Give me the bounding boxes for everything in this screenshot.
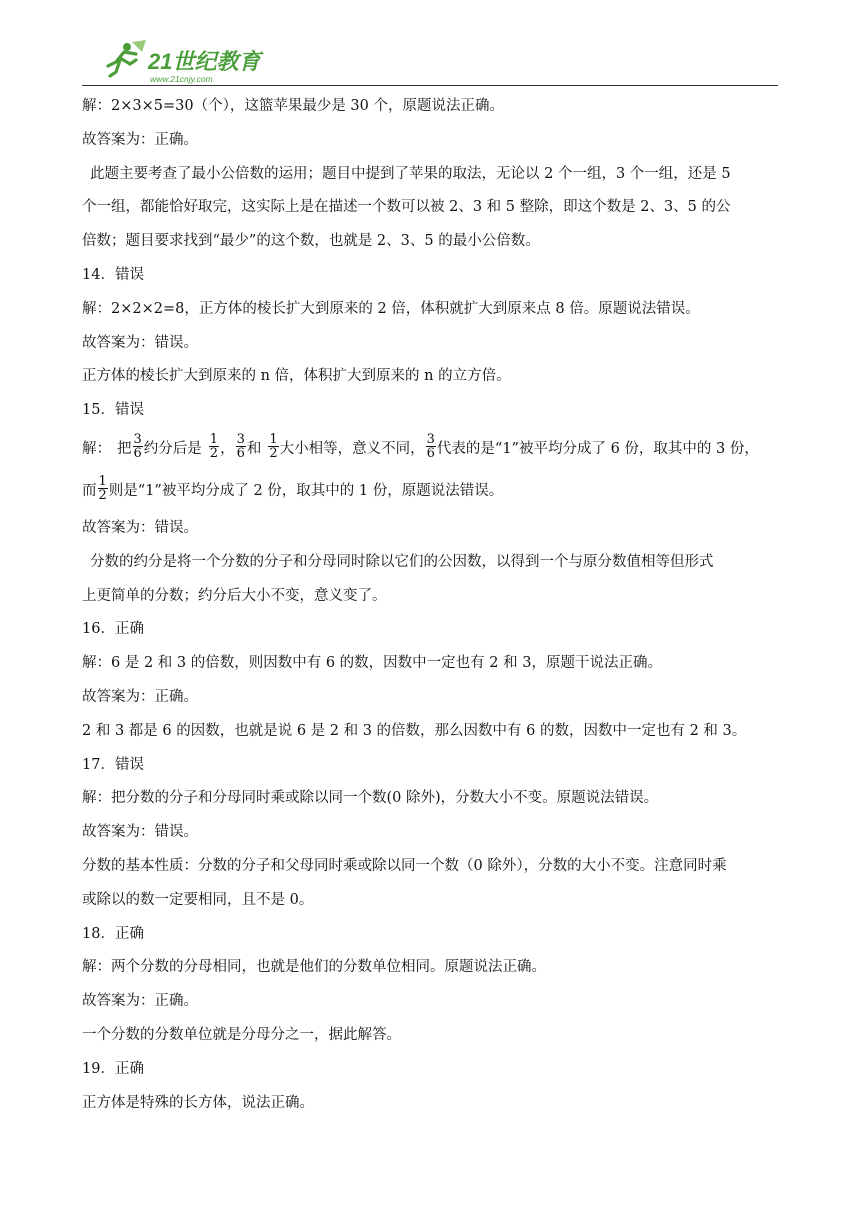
solution-line-fractions: 解： 把 $\frac{3}{6}$ 约分后是 $\frac{1}{2}$ ， $\frac{3}{6}$ 和 $\frac{1}{2}$ 大小相等，意义不同， $\frac{3}{6}$ 代表的是“1”被平均分成了 6 份，取其中的 3 份， — [82, 432, 759, 462]
question-heading-18: 18．正确 — [82, 925, 144, 942]
page-header — [82, 38, 778, 88]
question-heading-16: 16．正确 — [82, 621, 144, 638]
answer-line: 故答案为：正确。 — [82, 131, 198, 148]
analysis-line: 正方体的棱长扩大到原来的 n 倍，体积扩大到原来的 n 的立方倍。 — [82, 368, 511, 385]
answer-content — [82, 90, 778, 1120]
solution-line-fractions: 而 $\frac{1}{2}$ 则是“1”被平均分成了 2 份，取其中的 1 份，原题说法错误。 — [82, 474, 504, 504]
analysis-line: 个一组，都能恰好取完，这实际上是在描述一个数可以被 2、3 和 5 整除，即这个数是 2、3、5 的公 — [82, 199, 731, 216]
fraction: $\frac{3}{6}$ — [133, 432, 142, 462]
fraction: $\frac{3}{6}$ — [426, 432, 435, 462]
analysis-line: 分数的基本性质：分数的分子和父母同时乘或除以同一个数（0 除外），分数的大小不变。注意同时乘 — [82, 857, 727, 874]
question-heading-14: 14．错误 — [82, 266, 144, 283]
question-heading-15: 15．错误 — [82, 402, 144, 419]
answer-line: 故答案为：正确。 — [82, 688, 198, 705]
analysis-line: 此题主要考查了最小公倍数的运用；题目中提到了苹果的取法，无论以 2 个一组，3 个一组，还是 5 — [90, 165, 731, 182]
analysis-line: 或除以的数一定要相同，且不是 0。 — [82, 891, 314, 908]
analysis-line: 倍数；题目要求找到“最少”的这个数，也就是 2、3、5 的最小公倍数。 — [82, 233, 540, 250]
solution-line: 解：2×3×5=30（个），这篮苹果最少是 30 个，原题说法正确。 — [82, 98, 504, 114]
analysis-line: 分数的约分是将一个分数的分子和分母同时除以它们的公因数，以得到一个与原分数值相等但形式 — [90, 553, 714, 570]
analysis-line: 2 和 3 都是 6 的因数，也就是说 6 是 2 和 3 的倍数，那么因数中有 6 的数，因数中一定也有 2 和 3。 — [82, 722, 747, 739]
logo-text: 21世纪教育 — [148, 49, 261, 74]
logo-url: www.21cnjy.com — [150, 74, 213, 84]
answer-line: 故答案为：错误。 — [82, 519, 198, 536]
solution-line: 解：把分数的分子和分母同时乘或除以同一个数(0 除外)，分数大小不变。原题说法错误。 — [82, 790, 659, 807]
runner-icon — [108, 40, 146, 76]
fraction: $\frac{3}{6}$ — [236, 432, 245, 462]
answer-line: 故答案为：错误。 — [82, 824, 198, 841]
analysis-line: 上更简单的分数；约分后大小不变，意义变了。 — [82, 587, 387, 604]
fraction: $\frac{1}{2}$ — [98, 474, 107, 504]
fraction: $\frac{1}{2}$ — [269, 432, 278, 462]
solution-line: 解：6 是 2 和 3 的倍数，则因数中有 6 的数，因数中一定也有 2 和 3，原题干说法正确。 — [82, 655, 662, 672]
answer-line: 故答案为：正确。 — [82, 993, 198, 1010]
analysis-line: 一个分数的分数单位就是分母分之一，据此解答。 — [82, 1026, 401, 1043]
question-heading-19: 19．正确 — [82, 1060, 144, 1077]
analysis-line: 正方体是特殊的长方体，说法正确。 — [82, 1094, 314, 1111]
solution-line: 解：2×2×2=8，正方体的棱长扩大到原来的 2 倍，体积就扩大到原来点 8 倍。原题说法错误。 — [82, 300, 700, 317]
fraction: $\frac{1}{2}$ — [209, 432, 219, 462]
header-rule — [82, 85, 778, 86]
question-heading-17: 17．错误 — [82, 756, 144, 773]
logo — [102, 38, 272, 86]
solution-line: 解：两个分数的分母相同，也就是他们的分数单位相同。原题说法正确。 — [82, 959, 546, 976]
answer-line: 故答案为：错误。 — [82, 334, 198, 351]
